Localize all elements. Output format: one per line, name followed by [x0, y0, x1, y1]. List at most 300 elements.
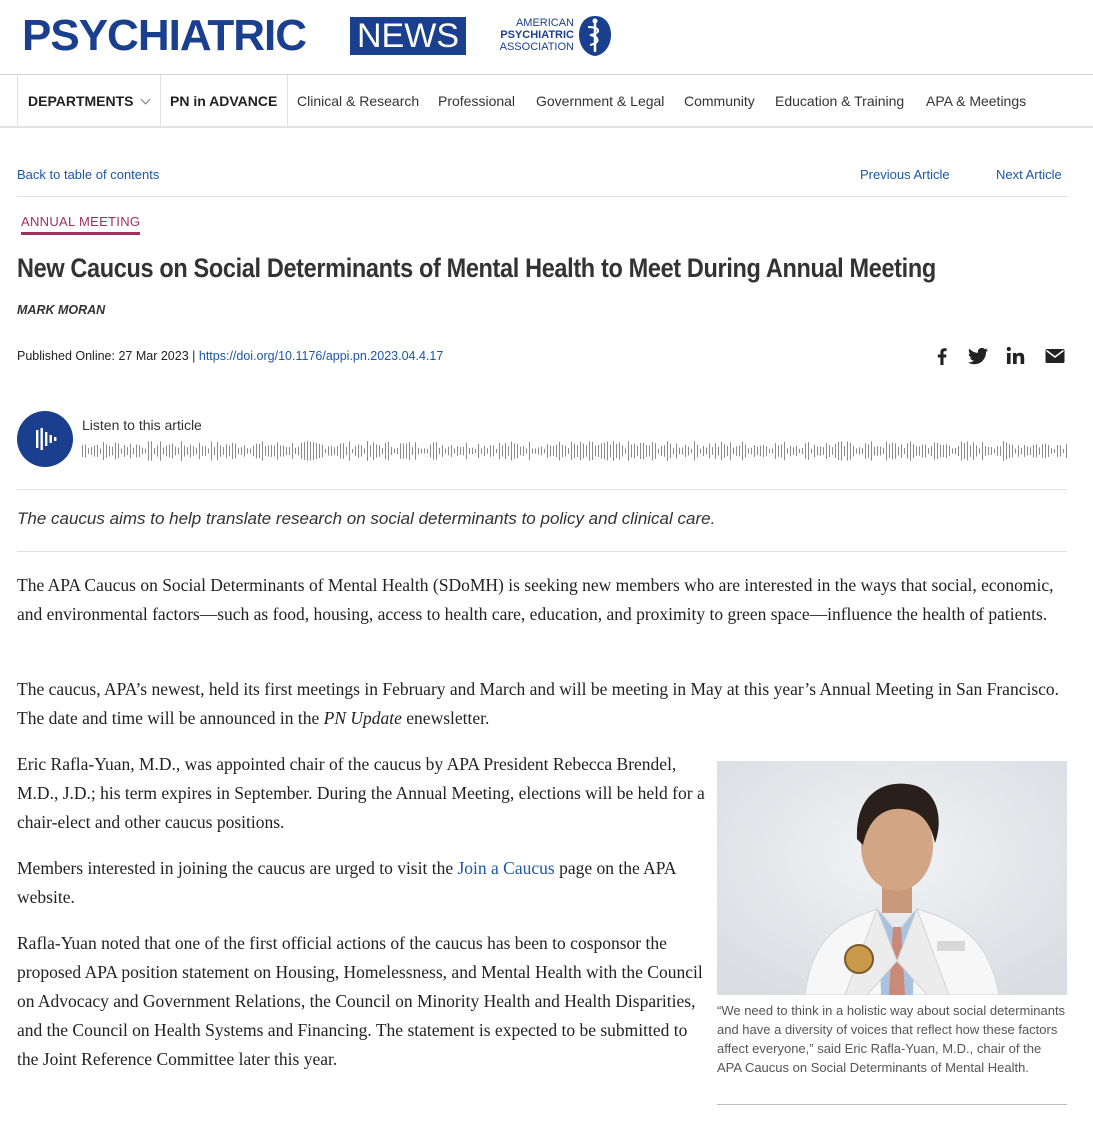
waveform-bar [883, 448, 884, 455]
waveform-bar [175, 447, 176, 455]
waveform-bar [577, 445, 578, 457]
paragraph-2-text-a: The caucus, APA’s newest, held its first meetings in February and March and will be meeting in May at this year’s Annual Meeting in San Francisco. The date and time will be announced in the [17, 679, 1060, 728]
waveform-bar [427, 449, 428, 453]
waveform-bar [1042, 444, 1043, 457]
waveform-bar [985, 446, 986, 456]
waveform-bar [280, 445, 281, 456]
waveform-bar [526, 448, 527, 453]
waveform-bar [406, 444, 407, 459]
next-article-link[interactable]: Next Article [996, 167, 1062, 182]
waveform-bar [301, 443, 302, 459]
waveform-bar [874, 447, 875, 455]
nav-government-legal[interactable]: Government & Legal [536, 93, 665, 109]
waveform-bar [394, 449, 395, 453]
waveform-bar [574, 444, 575, 459]
waveform-bar [346, 447, 347, 455]
waveform-bar [1027, 447, 1028, 456]
waveform-bar [931, 446, 932, 456]
waveform-bar [556, 445, 557, 458]
apa-line-3: ASSOCIATION [499, 41, 574, 53]
waveform-bar [1036, 444, 1037, 457]
waveform-bar [484, 446, 485, 456]
waveform-bar [157, 445, 158, 456]
waveform-bar [580, 442, 581, 461]
waveform-bar [742, 442, 743, 460]
waveform-bar [544, 449, 545, 453]
waveform-bar [904, 448, 905, 454]
waveform-bar [391, 447, 392, 455]
waveform-bar [850, 443, 851, 460]
waveform-bar [1000, 446, 1001, 456]
waveform-bar [856, 448, 857, 453]
waveform-bar [769, 449, 770, 453]
waveform-bar [706, 448, 707, 455]
waveform-bar [220, 445, 221, 457]
published-date: 27 Mar 2023 [118, 349, 189, 363]
waveform-bar [355, 446, 356, 456]
waveform-bar [151, 441, 152, 461]
waveform-bar [226, 444, 227, 458]
waveform-bar [961, 442, 962, 461]
waveform-bar [448, 447, 449, 455]
caption-divider [717, 1104, 1067, 1105]
waveform-bar [199, 443, 200, 459]
waveform-bar [679, 448, 680, 455]
paragraph-5: Rafla-Yuan noted that one of the first official actions of the caucus has been to cosponsor the proposed APA position statement on Housing, Homelessness, and Mental Health with the Council on Advocacy and Government Relations, the Council on Minority Health and Health Disparities, and the Council on Health Systems and Financing. The statement is expected to be submitted to the Joint Reference Committee later this year. [17, 933, 703, 1069]
audio-wave-icon [17, 411, 73, 467]
waveform-bar [490, 445, 491, 457]
waveform-bar [403, 443, 404, 458]
waveform-bar [790, 446, 791, 456]
waveform-bar [952, 448, 953, 453]
waveform-bar [766, 446, 767, 455]
email-icon[interactable] [1043, 344, 1067, 368]
nav-education-training[interactable]: Education & Training [775, 93, 905, 109]
waveform-bar [418, 448, 419, 455]
waveform-bar [895, 443, 896, 458]
waveform-bar [724, 444, 725, 458]
waveform-bar [1006, 442, 1007, 459]
waveform-bar [442, 445, 443, 457]
apa-emblem-icon [578, 15, 612, 57]
waveform-bar [514, 443, 515, 458]
waveform-bar [376, 444, 377, 457]
waveform-bar [709, 444, 710, 459]
nav-apa-meetings[interactable]: APA & Meetings [926, 93, 1027, 109]
waveform-bar [997, 446, 998, 456]
waveform-bar [502, 445, 503, 456]
twitter-icon[interactable] [966, 344, 990, 368]
portrait-photo[interactable] [717, 761, 1067, 995]
waveform-bar [868, 444, 869, 457]
waveform-bar [508, 446, 509, 455]
waveform-bar [571, 442, 572, 460]
paragraph-2-text-b: enewsletter. [401, 708, 490, 728]
waveform-bar [991, 447, 992, 455]
waveform-bar [364, 448, 365, 453]
waveform-bar [610, 445, 611, 458]
waveform-bar [889, 444, 890, 458]
waveform-bar [700, 449, 701, 454]
waveform-bar [103, 442, 104, 460]
waveform-bar [538, 448, 539, 455]
waveform-bar [379, 445, 380, 457]
waveform-bar [592, 442, 593, 460]
waveform-bar [139, 445, 140, 457]
waveform-bar [100, 448, 101, 453]
waveform-bar [757, 447, 758, 455]
waveform-bar [193, 446, 194, 455]
waveform-bar [826, 443, 827, 459]
paragraph-3: Eric Rafla-Yuan, M.D., was appointed chair of the caucus by APA President Rebecca Brendel, M.D., J.D.; his term expires in September. During the Annual Meeting, elections will be held for a chair-elect and other caucus positions. [17, 754, 705, 832]
waveform-bar [622, 445, 623, 456]
waveform-bar [631, 445, 632, 458]
waveform-bar [772, 449, 773, 454]
waveform-bar [949, 446, 950, 456]
divider [17, 489, 1067, 490]
waveform-bar [343, 443, 344, 459]
back-to-toc-link[interactable]: Back to table of contents [17, 167, 160, 182]
waveform-bar [553, 446, 554, 456]
doi-link[interactable]: https://doi.org/10.1176/appi.pn.2023.04.4.17 [198, 349, 444, 363]
waveform-bar [910, 441, 911, 460]
waveform-bar [196, 448, 197, 454]
nav-community[interactable]: Community [684, 93, 755, 109]
waveform-bar [358, 444, 359, 457]
waveform-bar [925, 444, 926, 457]
waveform-bar [313, 442, 314, 460]
waveform-bar [316, 443, 317, 459]
waveform-bar [637, 446, 638, 456]
waveform-bar [205, 446, 206, 456]
waveform-bar [799, 449, 800, 454]
waveform-bar [835, 444, 836, 458]
waveform-bar [736, 446, 737, 456]
waveform-bar [877, 446, 878, 456]
waveform-bar [733, 448, 734, 455]
previous-article-link[interactable]: Previous Article [860, 167, 950, 182]
author-name[interactable]: MARK MORAN [17, 303, 106, 317]
waveform-bar [964, 443, 965, 459]
waveform-bar [478, 444, 479, 458]
waveform-bar [334, 447, 335, 454]
paragraph-4-text-a: Members interested in joining the caucus are urged to visit the [17, 858, 458, 878]
waveform-bar [154, 448, 155, 454]
divider [17, 551, 1067, 552]
chevron-down-icon [140, 95, 150, 105]
waveform-bar [913, 444, 914, 458]
waveform-bar [589, 441, 590, 460]
waveform-bar [970, 445, 971, 456]
waveform-bar [505, 443, 506, 459]
waveform-bar [184, 445, 185, 456]
waveform-bar [958, 446, 959, 456]
waveform-bar [310, 442, 311, 461]
waveform-bar [568, 448, 569, 454]
waveform-bar [121, 448, 122, 453]
waveform-bar [409, 442, 410, 460]
waveform-bar [838, 442, 839, 460]
waveform-bar [865, 443, 866, 459]
waveform-bar [385, 443, 386, 460]
waveform-bar [541, 447, 542, 456]
waveform-bar [208, 448, 209, 453]
waveform-bar [274, 445, 275, 456]
waveform-bar [628, 441, 629, 461]
waveform-bar [685, 445, 686, 457]
waveform-bar [133, 448, 134, 455]
paragraph-4-text-b: page on the APA website. [17, 858, 676, 907]
paragraph-1: The APA Caucus on Social Determinants of Mental Health (SDoMH) is seeking new members who are interested in the ways that social, economic, and environmental factors—such as food, housing, access to health care, education, and proximity to green space—influence the health of patients. [17, 575, 1054, 624]
waveform-bar [787, 448, 788, 454]
waveform-bar [286, 447, 287, 455]
main-nav [0, 74, 1093, 128]
waveform-bar [142, 448, 143, 455]
waveform-bar [712, 447, 713, 455]
waveform-bar [109, 446, 110, 457]
site-logo[interactable]: PSYCHIATRIC [22, 11, 306, 60]
divider [17, 196, 1067, 197]
waveform-bar [688, 446, 689, 455]
waveform-bar [646, 445, 647, 457]
waveform-bar [661, 446, 662, 456]
waveform-bar [805, 443, 806, 459]
waveform-bar [145, 449, 146, 454]
waveform-bar [127, 447, 128, 455]
waveform-bar [520, 447, 521, 455]
waveform-bar [112, 447, 113, 456]
waveform-bar [232, 443, 233, 459]
audio-waveform[interactable] [82, 440, 1067, 462]
waveform-bar [292, 443, 293, 459]
waveform-bar [88, 448, 89, 454]
waveform-bar [400, 443, 401, 458]
waveform-bar [853, 446, 854, 457]
waveform-bar [616, 444, 617, 458]
waveform-bar [229, 446, 230, 456]
waveform-bar [703, 446, 704, 456]
waveform-bar [523, 446, 524, 456]
waveform-bar [859, 447, 860, 454]
waveform-bar [460, 447, 461, 455]
waveform-bar [160, 441, 161, 460]
waveform-bar [658, 449, 659, 454]
article-standfirst: The caucus aims to help translate research on social determinants to policy and clinical care. [17, 509, 716, 528]
facebook-icon[interactable] [930, 344, 954, 368]
waveform-bar [352, 449, 353, 453]
waveform-bar [811, 449, 812, 453]
waveform-bar [307, 441, 308, 460]
waveform-bar [817, 447, 818, 455]
waveform-bar [1048, 445, 1049, 457]
waveform-bar [361, 445, 362, 456]
waveform-bar [667, 441, 668, 461]
waveform-bar [463, 447, 464, 456]
waveform-bar [214, 447, 215, 455]
waveform-bar [979, 448, 980, 453]
waveform-bar [262, 441, 263, 460]
waveform-bar [1024, 445, 1025, 457]
waveform-bar [745, 444, 746, 457]
waveform-bar [202, 446, 203, 456]
nav-departments[interactable] [17, 75, 161, 127]
waveform-bar [676, 444, 677, 459]
waveform-bar [727, 446, 728, 456]
waveform-bar [946, 444, 947, 458]
waveform-bar [367, 441, 368, 461]
waveform-bar [655, 443, 656, 459]
waveform-bar [247, 448, 248, 453]
waveform-bar [844, 446, 845, 456]
paragraph-4 [17, 854, 707, 912]
waveform-bar [775, 443, 776, 459]
waveform-bar [268, 445, 269, 456]
waveform-bar [319, 444, 320, 458]
waveform-bar [469, 448, 470, 454]
category-tag[interactable]: ANNUAL MEETING [21, 214, 140, 235]
waveform-bar [1012, 445, 1013, 458]
waveform-bar [796, 446, 797, 456]
waveform-bar [457, 446, 458, 456]
waveform-bar [529, 442, 530, 460]
waveform-bar [424, 448, 425, 453]
nav-professional[interactable]: Professional [438, 93, 516, 109]
waveform-bar [640, 443, 641, 459]
waveform-bar [994, 449, 995, 454]
waveform-bar [325, 449, 326, 453]
waveform-bar [1066, 444, 1067, 458]
join-a-caucus-link[interactable]: Join a Caucus [457, 858, 555, 878]
waveform-bar [934, 442, 935, 459]
waveform-bar [259, 444, 260, 458]
waveform-bar [613, 441, 614, 461]
waveform-bar [832, 447, 833, 455]
waveform-bar [829, 445, 830, 457]
waveform-bar [760, 446, 761, 456]
waveform-bar [445, 449, 446, 454]
waveform-bar [820, 446, 821, 456]
waveform-bar [595, 446, 596, 457]
waveform-bar [802, 448, 803, 454]
waveform-bar [1018, 445, 1019, 456]
waveform-bar [892, 443, 893, 460]
waveform-bar [619, 442, 620, 459]
waveform-bar [148, 441, 149, 460]
waveform-bar [217, 442, 218, 460]
waveform-bar [451, 445, 452, 457]
waveform-bar [253, 446, 254, 457]
waveform-bar [190, 445, 191, 458]
waveform-bar [1003, 441, 1004, 461]
waveform-bar [976, 445, 977, 456]
waveform-bar [898, 447, 899, 455]
waveform-bar [106, 444, 107, 457]
apa-logo[interactable] [486, 15, 616, 59]
waveform-bar [415, 442, 416, 459]
waveform-bar [271, 445, 272, 457]
waveform-bar [532, 448, 533, 453]
waveform-bar [550, 445, 551, 456]
waveform-bar [625, 448, 626, 453]
waveform-bar [739, 446, 740, 457]
pub-separator: | [192, 349, 196, 363]
waveform-bar [94, 445, 95, 456]
waveform-bar [808, 442, 809, 460]
waveform-bar [187, 447, 188, 455]
waveform-bar [349, 441, 350, 460]
waveform-bar [475, 449, 476, 453]
nav-pn-in-advance[interactable]: PN in ADVANCE [161, 75, 288, 127]
waveform-bar [1009, 444, 1010, 458]
waveform-bar [382, 448, 383, 454]
waveform-bar [583, 444, 584, 459]
waveform-bar [649, 445, 650, 456]
waveform-bar [340, 444, 341, 459]
waveform-bar [256, 444, 257, 459]
waveform-bar [97, 445, 98, 457]
waveform-bar [496, 449, 497, 453]
waveform-bar [565, 446, 566, 457]
waveform-bar [487, 448, 488, 454]
waveform-bar [430, 445, 431, 458]
waveform-bar [211, 442, 212, 461]
waveform-bar [664, 445, 665, 456]
published-label: Published Online: [17, 349, 115, 363]
waveform-bar [880, 446, 881, 455]
waveform-bar [124, 445, 125, 457]
waveform-bar [988, 447, 989, 455]
waveform-bar [670, 444, 671, 459]
waveform-bar [331, 446, 332, 456]
waveform-bar [172, 444, 173, 459]
waveform-bar [169, 445, 170, 458]
waveform-bar [814, 445, 815, 458]
article-title: New Caucus on Social Determinants of Mental Health to Meet During Annual Meeting [17, 253, 936, 283]
listen-label: Listen to this article [82, 417, 202, 433]
waveform-bar [370, 445, 371, 456]
audio-play-button[interactable] [17, 411, 73, 467]
publication-line [17, 349, 443, 363]
waveform-bar [373, 442, 374, 460]
waveform-bar [136, 445, 137, 458]
waveform-bar [397, 448, 398, 454]
apa-line-2: PSYCHIATRIC [500, 29, 574, 41]
waveform-bar [943, 445, 944, 457]
waveform-bar [751, 448, 752, 455]
nav-clinical-research[interactable]: Clinical & Research [297, 93, 420, 109]
linkedin-icon[interactable] [1004, 344, 1028, 368]
waveform-bar [1051, 448, 1052, 453]
waveform-bar [91, 447, 92, 455]
waveform-bar [607, 442, 608, 461]
waveform-bar [298, 447, 299, 455]
waveform-bar [781, 445, 782, 458]
waveform-bar [328, 446, 329, 455]
waveform-bar [901, 444, 902, 457]
waveform-bar [697, 445, 698, 457]
waveform-bar [937, 443, 938, 459]
waveform-bar [289, 447, 290, 455]
waveform-bar [118, 444, 119, 459]
waveform-bar [715, 443, 716, 459]
waveform-bar [433, 442, 434, 459]
waveform-bar [721, 442, 722, 461]
waveform-bar [916, 446, 917, 455]
waveform-bar [1057, 445, 1058, 457]
site-logo-news[interactable]: NEWS [350, 17, 466, 55]
waveform-bar [466, 443, 467, 460]
waveform-bar [130, 444, 131, 459]
